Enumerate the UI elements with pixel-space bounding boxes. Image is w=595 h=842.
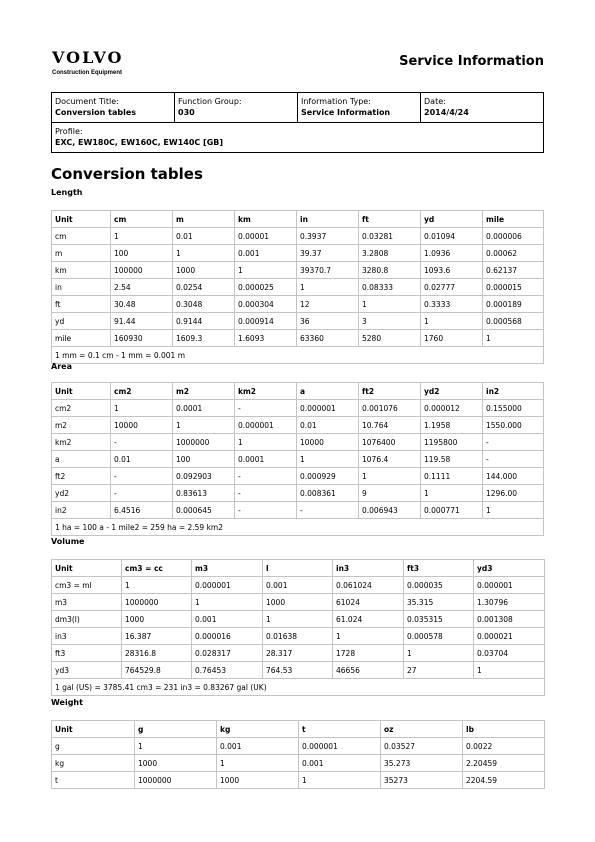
table-header-row: [52, 721, 545, 738]
table-cell: 0.001: [263, 577, 333, 594]
table-cell: 0.000016: [192, 628, 263, 645]
table-note: 1 gal (US) = 3785.41 cm3 = 231 in3 = 0.83267 gal (UK): [52, 679, 545, 696]
row-unit-cell: mile: [52, 330, 111, 347]
row-unit-cell: in3: [52, 628, 122, 645]
profile-cell: Profile: EXC, EW180C, EW160C, EW140C [GB]: [55, 127, 224, 147]
table-cell: 2.54: [111, 279, 173, 296]
column-header: cm: [111, 211, 173, 228]
row-unit-cell: in2: [52, 502, 111, 519]
table-row: [52, 594, 545, 611]
table-cell: -: [111, 485, 173, 502]
table-cell: 0.000001: [235, 417, 297, 434]
row-unit-cell: m3: [52, 594, 122, 611]
table-cell: 0.000035: [404, 577, 474, 594]
table-cell: 0.000189: [483, 296, 544, 313]
area-table: [51, 382, 544, 536]
table-cell: -: [483, 434, 544, 451]
column-header: in: [297, 211, 359, 228]
logo-subtitle: Construction Equipment: [52, 70, 122, 76]
table-cell: 1760: [421, 330, 483, 347]
table-row: [52, 755, 545, 772]
table-cell: 1: [297, 451, 359, 468]
table-cell: 0.83613: [173, 485, 235, 502]
table-cell: -: [235, 485, 297, 502]
table-cell: 16.387: [122, 628, 192, 645]
table-row: [52, 434, 544, 451]
table-cell: 0.3937: [297, 228, 359, 245]
table-cell: -: [235, 400, 297, 417]
column-header: km2: [235, 383, 297, 400]
row-unit-cell: yd: [52, 313, 111, 330]
table-cell: 0.028317: [192, 645, 263, 662]
area-section-title: Area: [51, 362, 72, 371]
table-cell: 2.20459: [463, 755, 545, 772]
table-cell: 1000: [217, 772, 299, 789]
column-header: in2: [483, 383, 544, 400]
service-information-title: Service Information: [399, 54, 544, 69]
row-unit-cell: kg: [52, 755, 135, 772]
table-note-row: [52, 679, 545, 696]
row-unit-cell: ft2: [52, 468, 111, 485]
column-header: g: [135, 721, 217, 738]
table-cell: 1076.4: [359, 451, 421, 468]
table-row: [52, 451, 544, 468]
table-row: [52, 611, 545, 628]
column-header: ft3: [404, 560, 474, 577]
table-cell: 3: [359, 313, 421, 330]
table-cell: 1: [263, 611, 333, 628]
column-header: km: [235, 211, 297, 228]
table-cell: 1000: [173, 262, 235, 279]
column-header: l: [263, 560, 333, 577]
table-cell: 2204.59: [463, 772, 545, 789]
document-title-value: Conversion tables: [55, 108, 137, 117]
table-cell: 1.0936: [421, 245, 483, 262]
table-cell: 1: [173, 245, 235, 262]
table-cell: 0.155000: [483, 400, 544, 417]
table-cell: 1: [359, 296, 421, 313]
table-cell: 1609.3: [173, 330, 235, 347]
table-header-row: [52, 383, 544, 400]
table-cell: 35.273: [381, 755, 463, 772]
table-cell: 100000: [111, 262, 173, 279]
row-unit-cell: ft: [52, 296, 111, 313]
table-cell: 0.00062: [483, 245, 544, 262]
table-row: [52, 468, 544, 485]
table-row: [52, 628, 545, 645]
table-cell: 0.76453: [192, 662, 263, 679]
row-unit-cell: a: [52, 451, 111, 468]
table-cell: 1: [111, 400, 173, 417]
length-table: [51, 210, 544, 364]
table-cell: 764529.8: [122, 662, 192, 679]
table-cell: 0.000578: [404, 628, 474, 645]
table-cell: 1: [421, 313, 483, 330]
row-unit-cell: in: [52, 279, 111, 296]
table-cell: 1: [217, 755, 299, 772]
table-cell: 0.035315: [404, 611, 474, 628]
table-cell: 764.53: [263, 662, 333, 679]
row-unit-cell: cm3 = ml: [52, 577, 122, 594]
document-metadata-box: [51, 92, 544, 153]
table-cell: 0.001: [235, 245, 297, 262]
table-note-row: [52, 347, 544, 364]
table-cell: 3280.8: [359, 262, 421, 279]
table-row: [52, 772, 545, 789]
table-cell: -: [297, 502, 359, 519]
table-cell: 0.000025: [235, 279, 297, 296]
length-section-title: Length: [51, 188, 83, 197]
document-title-cell: Document Title: Conversion tables: [55, 97, 137, 117]
table-cell: 0.3333: [421, 296, 483, 313]
table-cell: 28316.8: [122, 645, 192, 662]
table-header-row: [52, 560, 545, 577]
table-cell: 1000000: [135, 772, 217, 789]
table-cell: 0.001: [217, 738, 299, 755]
table-row: [52, 738, 545, 755]
table-cell: 0.000645: [173, 502, 235, 519]
table-cell: 1076400: [359, 434, 421, 451]
table-cell: 1000: [122, 611, 192, 628]
table-cell: 0.0001: [235, 451, 297, 468]
table-cell: 0.01638: [263, 628, 333, 645]
table-cell: 63360: [297, 330, 359, 347]
table-row: [52, 485, 544, 502]
table-cell: 0.000001: [192, 577, 263, 594]
column-header: mile: [483, 211, 544, 228]
table-cell: 0.02777: [421, 279, 483, 296]
table-cell: -: [483, 451, 544, 468]
logo-wordmark: VOLVO: [52, 48, 124, 67]
weight-table: [51, 720, 545, 789]
page-title: Conversion tables: [51, 165, 203, 183]
table-cell: 0.000001: [474, 577, 545, 594]
column-header: Unit: [52, 560, 122, 577]
column-header: oz: [381, 721, 463, 738]
column-header: Unit: [52, 211, 111, 228]
column-header: m2: [173, 383, 235, 400]
volume-section-title: Volume: [51, 537, 85, 546]
table-cell: 0.001076: [359, 400, 421, 417]
table-cell: 0.001: [299, 755, 381, 772]
table-cell: 1000000: [173, 434, 235, 451]
table-cell: 36: [297, 313, 359, 330]
table-cell: 0.001308: [474, 611, 545, 628]
table-cell: 0.006943: [359, 502, 421, 519]
table-cell: 1.6093: [235, 330, 297, 347]
table-cell: 35273: [381, 772, 463, 789]
table-cell: 9: [359, 485, 421, 502]
column-header: in3: [333, 560, 404, 577]
table-cell: 0.3048: [173, 296, 235, 313]
table-cell: 1: [122, 577, 192, 594]
table-cell: 6.4516: [111, 502, 173, 519]
column-header: t: [299, 721, 381, 738]
table-cell: 0.000914: [235, 313, 297, 330]
column-header: Unit: [52, 721, 135, 738]
table-cell: 100: [173, 451, 235, 468]
table-cell: 0.001: [192, 611, 263, 628]
table-cell: 1: [297, 279, 359, 296]
table-cell: 0.03527: [381, 738, 463, 755]
table-cell: 1.30796: [474, 594, 545, 611]
table-cell: -: [235, 502, 297, 519]
table-cell: 1: [173, 417, 235, 434]
row-unit-cell: cm: [52, 228, 111, 245]
table-row: [52, 645, 545, 662]
table-cell: 1: [135, 738, 217, 755]
table-cell: 0.092903: [173, 468, 235, 485]
row-unit-cell: km2: [52, 434, 111, 451]
table-cell: 39370.7: [297, 262, 359, 279]
table-cell: 1093.6: [421, 262, 483, 279]
column-header: Unit: [52, 383, 111, 400]
weight-section-title: Weight: [51, 698, 83, 707]
date-value: 2014/4/24: [424, 108, 469, 117]
table-cell: 0.000006: [483, 228, 544, 245]
profile-value: EXC, EW180C, EW160C, EW140C [GB]: [55, 138, 224, 147]
table-cell: 0.000001: [297, 400, 359, 417]
table-row: [52, 330, 544, 347]
table-cell: 1.1958: [421, 417, 483, 434]
date-cell: Date: 2014/4/24: [420, 93, 543, 122]
table-cell: 46656: [333, 662, 404, 679]
table-cell: 10000: [297, 434, 359, 451]
table-cell: 0.03704: [474, 645, 545, 662]
column-header: ft2: [359, 383, 421, 400]
table-cell: 0.0022: [463, 738, 545, 755]
table-cell: 0.000929: [297, 468, 359, 485]
row-unit-cell: g: [52, 738, 135, 755]
table-cell: 30.48: [111, 296, 173, 313]
table-row: [52, 279, 544, 296]
table-row: [52, 262, 544, 279]
table-cell: 1: [359, 468, 421, 485]
table-cell: 39.37: [297, 245, 359, 262]
table-cell: 0.00001: [235, 228, 297, 245]
column-header: cm3 = cc: [122, 560, 192, 577]
table-cell: 5280: [359, 330, 421, 347]
table-cell: 10.764: [359, 417, 421, 434]
function-group-cell: Function Group: 030: [174, 93, 297, 122]
column-header: m: [173, 211, 235, 228]
row-unit-cell: ft3: [52, 645, 122, 662]
table-cell: -: [235, 468, 297, 485]
table-note: 1 mm = 0.1 cm - 1 mm = 0.001 m: [52, 347, 544, 364]
table-cell: 0.000568: [483, 313, 544, 330]
table-cell: 119.58: [421, 451, 483, 468]
table-cell: 0.000304: [235, 296, 297, 313]
table-cell: 0.0001: [173, 400, 235, 417]
table-row: [52, 662, 545, 679]
row-unit-cell: m2: [52, 417, 111, 434]
table-cell: 0.08333: [359, 279, 421, 296]
table-cell: 91.44: [111, 313, 173, 330]
column-header: a: [297, 383, 359, 400]
table-cell: 1: [483, 502, 544, 519]
table-cell: 1550.000: [483, 417, 544, 434]
table-row: [52, 502, 544, 519]
row-unit-cell: t: [52, 772, 135, 789]
table-row: [52, 313, 544, 330]
table-cell: 35.315: [404, 594, 474, 611]
table-row: [52, 228, 544, 245]
table-cell: 0.62137: [483, 262, 544, 279]
table-row: [52, 417, 544, 434]
column-header: yd3: [474, 560, 545, 577]
table-cell: 1: [192, 594, 263, 611]
table-cell: 1: [404, 645, 474, 662]
table-cell: 1000000: [122, 594, 192, 611]
table-cell: 1000: [263, 594, 333, 611]
column-header: cm2: [111, 383, 173, 400]
table-cell: 1: [483, 330, 544, 347]
table-cell: 1: [235, 262, 297, 279]
table-cell: 10000: [111, 417, 173, 434]
table-cell: 1: [235, 434, 297, 451]
column-header: kg: [217, 721, 299, 738]
table-cell: 12: [297, 296, 359, 313]
table-header-row: [52, 211, 544, 228]
column-header: yd2: [421, 383, 483, 400]
information-type-value: Service Information: [301, 108, 391, 117]
table-cell: 144.000: [483, 468, 544, 485]
row-unit-cell: km: [52, 262, 111, 279]
table-cell: 0.061024: [333, 577, 404, 594]
table-row: [52, 296, 544, 313]
function-group-value: 030: [178, 108, 195, 117]
column-header: m3: [192, 560, 263, 577]
table-cell: 1: [333, 628, 404, 645]
table-row: [52, 400, 544, 417]
table-cell: 0.000021: [474, 628, 545, 645]
table-cell: 61.024: [333, 611, 404, 628]
row-unit-cell: yd3: [52, 662, 122, 679]
table-cell: 3.2808: [359, 245, 421, 262]
table-cell: 0.000771: [421, 502, 483, 519]
table-cell: 1: [111, 228, 173, 245]
table-cell: -: [111, 434, 173, 451]
table-cell: 28.317: [263, 645, 333, 662]
table-cell: 0.008361: [297, 485, 359, 502]
table-cell: 1: [299, 772, 381, 789]
information-type-cell: Information Type: Service Information: [297, 93, 420, 122]
table-cell: 0.01: [173, 228, 235, 245]
table-cell: 1: [474, 662, 545, 679]
table-cell: 0.1111: [421, 468, 483, 485]
table-cell: 1728: [333, 645, 404, 662]
row-unit-cell: yd2: [52, 485, 111, 502]
table-cell: 0.000012: [421, 400, 483, 417]
table-cell: 1195800: [421, 434, 483, 451]
table-cell: 1000: [135, 755, 217, 772]
table-cell: 160930: [111, 330, 173, 347]
table-row: [52, 577, 545, 594]
table-cell: 0.000015: [483, 279, 544, 296]
table-cell: 0.01: [111, 451, 173, 468]
row-unit-cell: dm3(l): [52, 611, 122, 628]
table-cell: 100: [111, 245, 173, 262]
table-cell: 0.03281: [359, 228, 421, 245]
column-header: ft: [359, 211, 421, 228]
table-cell: 27: [404, 662, 474, 679]
column-header: lb: [463, 721, 545, 738]
row-unit-cell: cm2: [52, 400, 111, 417]
table-cell: 1: [421, 485, 483, 502]
table-cell: -: [111, 468, 173, 485]
table-note: 1 ha = 100 a - 1 mile2 = 259 ha = 2.59 km2: [52, 519, 544, 536]
table-cell: 0.01094: [421, 228, 483, 245]
table-cell: 0.000001: [299, 738, 381, 755]
table-row: [52, 245, 544, 262]
table-cell: 61024: [333, 594, 404, 611]
table-cell: 1296.00: [483, 485, 544, 502]
table-cell: 0.01: [297, 417, 359, 434]
volvo-logo: [52, 50, 124, 76]
column-header: yd: [421, 211, 483, 228]
volume-table: [51, 559, 545, 696]
row-unit-cell: m: [52, 245, 111, 262]
table-note-row: [52, 519, 544, 536]
table-cell: 0.9144: [173, 313, 235, 330]
table-cell: 0.0254: [173, 279, 235, 296]
